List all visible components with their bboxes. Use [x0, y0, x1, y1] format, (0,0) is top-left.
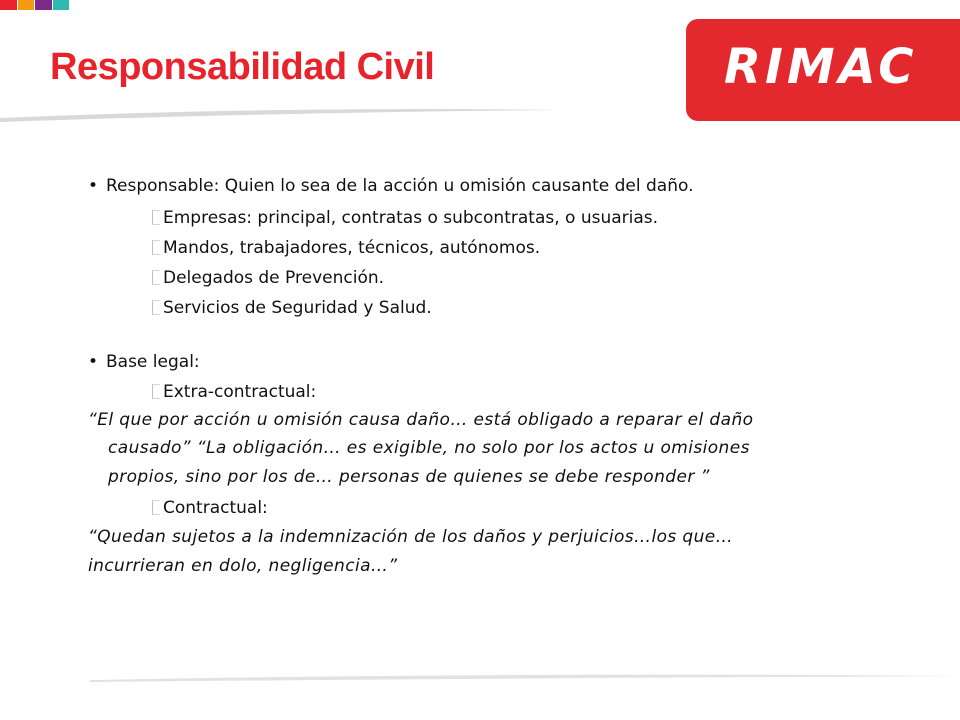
bullet-glyph: • — [88, 352, 99, 372]
color-strip — [0, 0, 70, 10]
sub-item-text: Contractual: — [163, 498, 268, 518]
strip-segment-purple — [35, 0, 52, 10]
sub-bullet-icon — [152, 240, 160, 255]
quote-line: incurrieran en dolo, negligencia…” — [88, 556, 398, 576]
bullet-glyph: • — [88, 176, 99, 196]
sub-item-text: Servicios de Seguridad y Salud. — [163, 298, 432, 318]
bullet-base-legal — [88, 350, 200, 374]
sub-item — [152, 296, 432, 320]
rimac-logo — [686, 19, 960, 121]
sub-item-text: Mandos, trabajadores, técnicos, autónomos. — [163, 238, 541, 258]
sub-item-contractual — [152, 496, 268, 520]
sub-item-extra-contractual — [152, 380, 316, 404]
sub-item — [152, 266, 384, 290]
sub-item — [152, 236, 540, 260]
sub-item-text: Extra-contractual: — [163, 382, 317, 402]
slide-title: Responsabilidad Civil — [50, 46, 435, 88]
strip-segment-orange — [18, 0, 35, 10]
footer-swoosh — [90, 668, 960, 688]
sub-bullet-icon — [152, 384, 160, 399]
logo-text: RIMAC — [724, 39, 918, 95]
strip-segment-red — [0, 0, 17, 10]
sub-item-text: Delegados de Prevención. — [163, 268, 385, 288]
sub-bullet-icon — [152, 210, 160, 225]
sub-item — [152, 206, 658, 230]
bullet-text: Responsable: Quien lo sea de la acción u omisión causante del daño. — [106, 176, 694, 196]
sub-bullet-icon — [152, 300, 160, 315]
title-underline-swoosh — [0, 98, 560, 128]
quote-line: “Quedan sujetos a la indemnización de los daños y perjuicios…los que… — [88, 527, 734, 547]
strip-segment-teal — [53, 0, 70, 10]
sub-item-text: Empresas: principal, contratas o subcontratas, o usuarias. — [163, 208, 659, 228]
quote-line: “El que por acción u omisión causa daño… está obligado a reparar el daño — [88, 410, 754, 430]
bullet-responsable — [88, 174, 694, 198]
sub-bullet-icon — [152, 500, 160, 515]
bullet-text: Base legal: — [106, 352, 200, 372]
quote-line: propios, sino por los de… personas de quienes se debe responder ” — [108, 467, 710, 487]
sub-bullet-icon — [152, 270, 160, 285]
quote-line: causado” “La obligación… es exigible, no solo por los actos u omisiones — [108, 438, 750, 458]
